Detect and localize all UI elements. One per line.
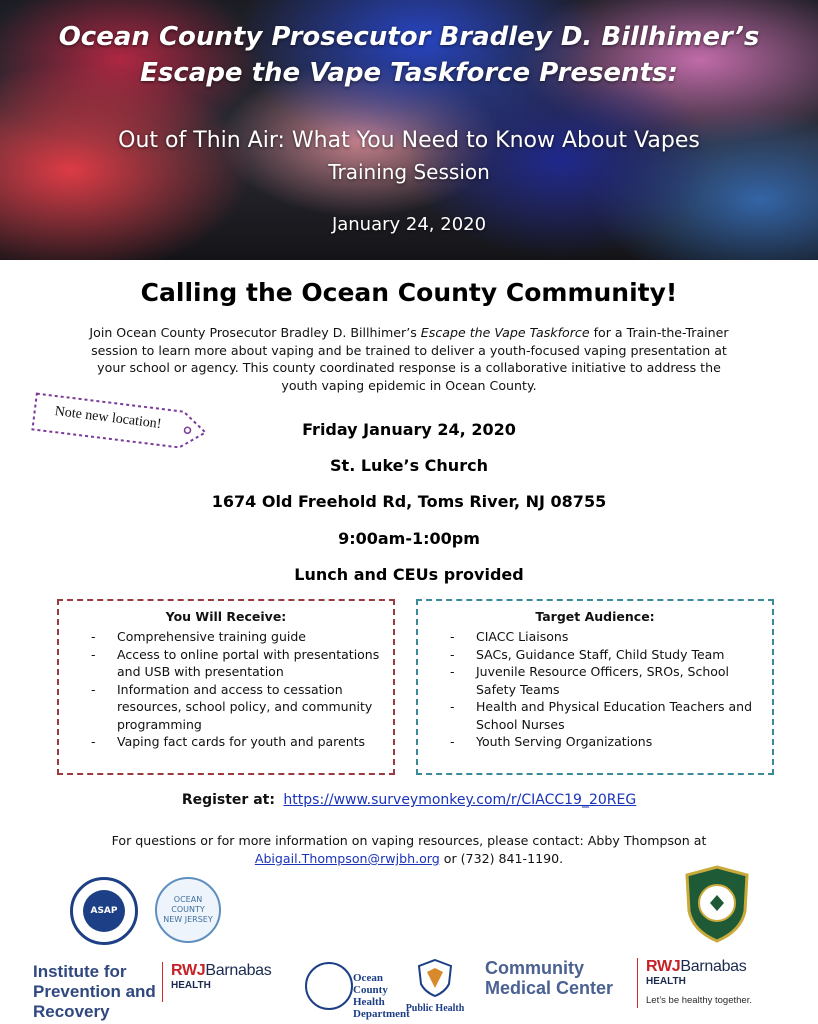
list-item: - SACs, Guidance Staff, Child Study Team — [428, 646, 762, 664]
contact-text: For questions or for more information on vaping resources, please contact: Abby Thompson at — [111, 833, 707, 848]
intro-paragraph — [80, 324, 738, 394]
hero-date: January 24, 2020 — [331, 214, 487, 235]
rwj-barnabas-part-2: Barnabas — [680, 958, 747, 975]
hero-title-line1: Ocean County Prosecutor Bradley D. Billhimer’s — [58, 22, 760, 52]
hero-banner — [0, 0, 818, 260]
list-item: - Health and Physical Education Teachers and School Nurses — [428, 698, 762, 733]
rwjbarnabas-health-logo — [162, 962, 271, 1002]
ocean-county-health-department-logo — [305, 958, 410, 1020]
ochd-line2: County — [353, 984, 388, 996]
intro-text-part1: Join Ocean County Prosecutor Bradley D. Billhimer’s — [89, 325, 421, 340]
event-extras: Lunch and CEUs provided — [294, 565, 524, 584]
audience-list — [428, 628, 762, 751]
contact-phone: or (732) 841-1190. — [439, 851, 564, 866]
register-link[interactable]: https://www.surveymonkey.com/r/CIACC19_20REG — [283, 792, 637, 808]
list-item: - Juvenile Resource Officers, SROs, School Safety Teams — [428, 663, 762, 698]
list-item: - Vaping fact cards for youth and parents — [69, 733, 383, 751]
register-row — [0, 792, 818, 808]
rwj-red-part-2: RWJ — [646, 958, 681, 975]
cmc-line1: Community — [485, 958, 584, 978]
contact-email-link[interactable]: Abigail.Thompson@rwjbh.org — [254, 851, 440, 866]
list-item: - CIACC Liaisons — [428, 628, 762, 646]
public-health-logo — [398, 958, 472, 1014]
asap-seal-logo — [70, 877, 138, 945]
receive-list — [69, 628, 383, 751]
ochd-line1: Ocean — [353, 972, 383, 984]
rwj-health-label-2: HEALTH — [646, 976, 686, 987]
hero-title-line2: Escape the Vape Taskforce Presents: — [140, 58, 678, 88]
receive-box — [57, 599, 395, 775]
list-item: - Information and access to cessation resources, school policy, and community programming — [69, 681, 383, 734]
audience-box-title: Target Audience: — [535, 609, 655, 624]
event-date: Friday January 24, 2020 — [302, 420, 516, 439]
prosecutor-badge-logo — [683, 865, 751, 943]
rwj-health-label: HEALTH — [171, 980, 211, 991]
rwj-wordmark — [171, 962, 271, 980]
audience-box — [416, 599, 774, 775]
list-item: - Comprehensive training guide — [69, 628, 383, 646]
rwj-barnabas-part: Barnabas — [205, 962, 272, 979]
ocean-county-seal-logo — [155, 877, 221, 943]
list-item: - Access to online portal with presentations and USB with presentation — [69, 646, 383, 681]
ochd-line3: Health — [353, 996, 385, 1008]
rwj-wordmark-2 — [646, 958, 752, 976]
community-medical-center-logo — [485, 958, 635, 998]
event-time: 9:00am-1:00pm — [338, 529, 480, 548]
hero-event-subtitle: Training Session — [328, 160, 490, 184]
event-address: 1674 Old Freehold Rd, Toms River, NJ 08755 — [211, 492, 607, 511]
institute-prevention-recovery-logo: Institute for Prevention and Recovery — [33, 962, 156, 1021]
note-tag-label: Note new location! — [53, 404, 163, 432]
register-label: Register at: — [181, 792, 275, 808]
rwjbarnabas-health-logo-2 — [637, 958, 752, 1008]
cmc-line2: Medical Center — [485, 978, 614, 998]
intro-text-emphasis: Escape the Vape Taskforce — [420, 325, 590, 340]
public-health-label: Public Health — [405, 1003, 465, 1014]
ochd-seal-icon — [305, 962, 353, 1010]
rwj-tagline: Let’s be healthy together. — [646, 995, 752, 1006]
contact-paragraph — [60, 832, 758, 868]
county-seal-label: OCEAN COUNTY NEW JERSEY — [163, 895, 213, 924]
ochd-line4: Department — [353, 1008, 410, 1020]
rwj-red-part: RWJ — [171, 962, 206, 979]
receive-box-title: You Will Receive: — [165, 609, 287, 624]
intro-text-part2: for a Train-the-Trainer session to learn more about vaping and be trained to deliver a youth-focused vaping presentation at your school or agency. This county coordinated response is a collaborative initiative to address the youth vaping epidemic in Ocean County. — [91, 325, 729, 393]
public-health-shield-icon — [415, 958, 455, 998]
event-venue: St. Luke’s Church — [330, 456, 488, 475]
list-item: - Youth Serving Organizations — [428, 733, 762, 751]
asap-seal-label: ASAP — [83, 890, 125, 932]
hero-event-title: Out of Thin Air: What You Need to Know About Vapes — [118, 128, 700, 153]
page-headline: Calling the Ocean County Community! — [140, 278, 678, 307]
